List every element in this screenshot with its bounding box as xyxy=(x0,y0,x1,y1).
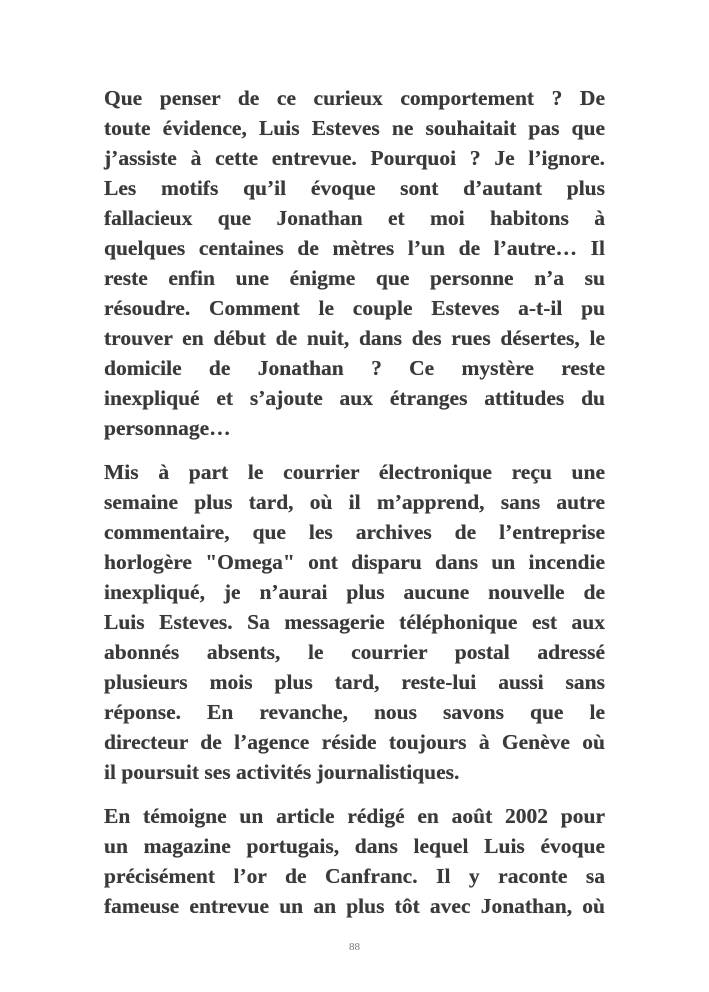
text-line: inexpliqué et s’ajoute aux étranges attitudes du xyxy=(104,386,605,410)
text-line: quelques centaines de mètres l’un de l’autre… Il xyxy=(104,236,605,260)
text-line: trouver en début de nuit, dans des rues désertes, le xyxy=(104,326,605,350)
page-number: 88 xyxy=(349,941,360,953)
paragraph-1 xyxy=(104,83,605,443)
text-line: plusieurs mois plus tard, reste-lui aussi sans xyxy=(104,670,605,694)
text-line: résoudre. Comment le couple Esteves a-t-il pu xyxy=(104,296,605,320)
paragraph-3 xyxy=(104,801,605,921)
text-line: commentaire, que les archives de l’entreprise xyxy=(104,520,605,544)
text-line: horlogère "Omega" ont disparu dans un incendie xyxy=(104,550,605,574)
text-line: j’assiste à cette entrevue. Pourquoi ? Je l’ignore. xyxy=(104,146,605,170)
text-line: inexpliqué, je n’aurai plus aucune nouvelle de xyxy=(104,580,605,604)
text-line: Luis Esteves. Sa messagerie téléphonique est aux xyxy=(104,610,605,634)
text-line: précisément l’or de Canfranc. Il y raconte sa xyxy=(104,864,605,888)
text-line: un magazine portugais, dans lequel Luis évoque xyxy=(104,834,605,858)
paragraph-2 xyxy=(104,457,605,787)
text-line: reste enfin une énigme que personne n’a su xyxy=(104,266,605,290)
text-line: toute évidence, Luis Esteves ne souhaitait pas que xyxy=(104,116,605,140)
text-line: Les motifs qu’il évoque sont d’autant plus xyxy=(104,176,605,200)
text-line: Mis à part le courrier électronique reçu une xyxy=(104,460,605,484)
text-line: domicile de Jonathan ? Ce mystère reste xyxy=(104,356,605,380)
text-line: directeur de l’agence réside toujours à Genève où xyxy=(104,730,605,754)
text-line: Que penser de ce curieux comportement ? De xyxy=(104,86,605,110)
text-line: fallacieux que Jonathan et moi habitons à xyxy=(104,206,605,230)
text-line: il poursuit ses activités journalistiques. xyxy=(104,760,460,784)
text-line: semaine plus tard, où il m’apprend, sans autre xyxy=(104,490,605,514)
text-line: personnage… xyxy=(104,416,231,440)
text-line: réponse. En revanche, nous savons que le xyxy=(104,700,605,724)
text-line: fameuse entrevue un an plus tôt avec Jonathan, où xyxy=(104,894,605,918)
text-line: En témoigne un article rédigé en août 2002 pour xyxy=(104,804,605,828)
text-line: abonnés absents, le courrier postal adressé xyxy=(104,640,605,664)
body-text xyxy=(104,83,605,935)
